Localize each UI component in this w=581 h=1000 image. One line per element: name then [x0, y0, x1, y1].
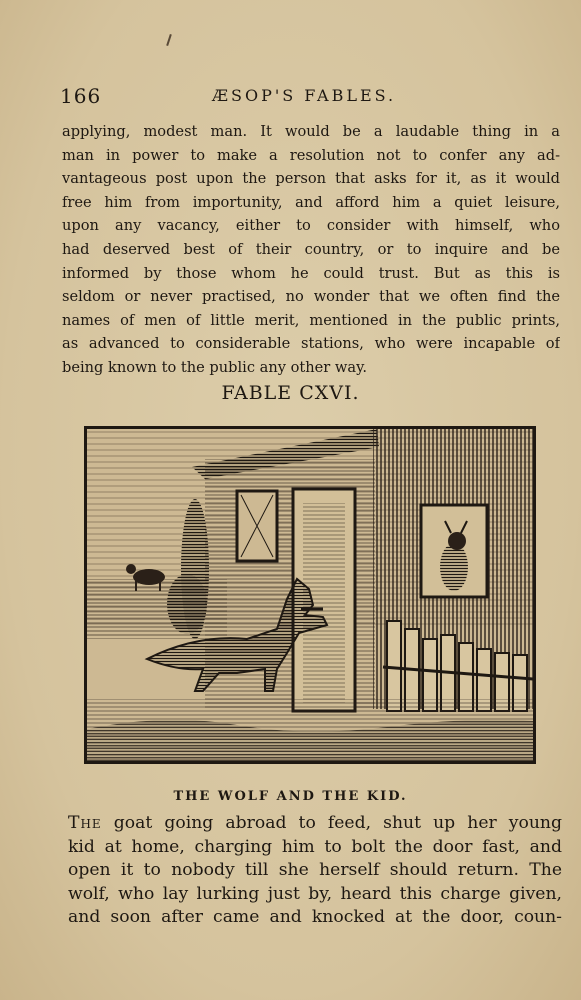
moral-text — [62, 120, 560, 380]
text-line: free him from importunity, and afford him a quiet leisure, — [62, 193, 560, 211]
text-line: names of men of little merit, mentioned in the public prints, — [62, 311, 560, 329]
ink-mark — [166, 34, 172, 46]
running-head: ÆSOP'S FABLES. — [212, 86, 397, 105]
wolf-at-door-engraving — [87, 429, 533, 761]
fable-title: FABLE CXVI. — [221, 382, 360, 404]
text-line: man in power to make a resolution not to confer any ad- — [62, 146, 560, 164]
woodcut-illustration — [84, 426, 536, 764]
story-line: and soon after came and knocked at the door, coun- — [68, 907, 562, 927]
page-number: 166 — [60, 84, 102, 108]
page-header — [60, 84, 530, 108]
story-line: kid at home, charging him to bolt the door fast, and — [68, 836, 562, 857]
story-line-first — [68, 812, 562, 836]
text-line: upon any vacancy, either to consider with himself, who — [62, 217, 560, 235]
fable-story — [68, 812, 562, 930]
text-line: as advanced to considerable stations, who were incapable of — [62, 335, 560, 353]
text-line: had deserved best of their country, or to inquire and be — [62, 240, 560, 258]
illustration-caption: THE WOLF AND THE KID. — [173, 789, 408, 804]
story-line: wolf, who lay lurking just by, heard this charge given, — [68, 883, 562, 904]
story-line: open it to nobody till she herself should return. The — [68, 860, 562, 880]
text-line: seldom or never practised, no wonder that we often find the — [62, 288, 560, 306]
text-line: applying, modest man. It would be a laudable thing in a — [62, 123, 560, 140]
text-line: vantageous post upon the person that asks for it, as it would — [62, 170, 560, 188]
text-line: being known to the public any other way. — [62, 358, 368, 376]
first-line-text: goat going abroad to feed, shut up her young — [101, 813, 562, 833]
drop-word: The — [68, 813, 102, 833]
text-line: informed by those whom he could trust. But as this is — [62, 264, 560, 282]
